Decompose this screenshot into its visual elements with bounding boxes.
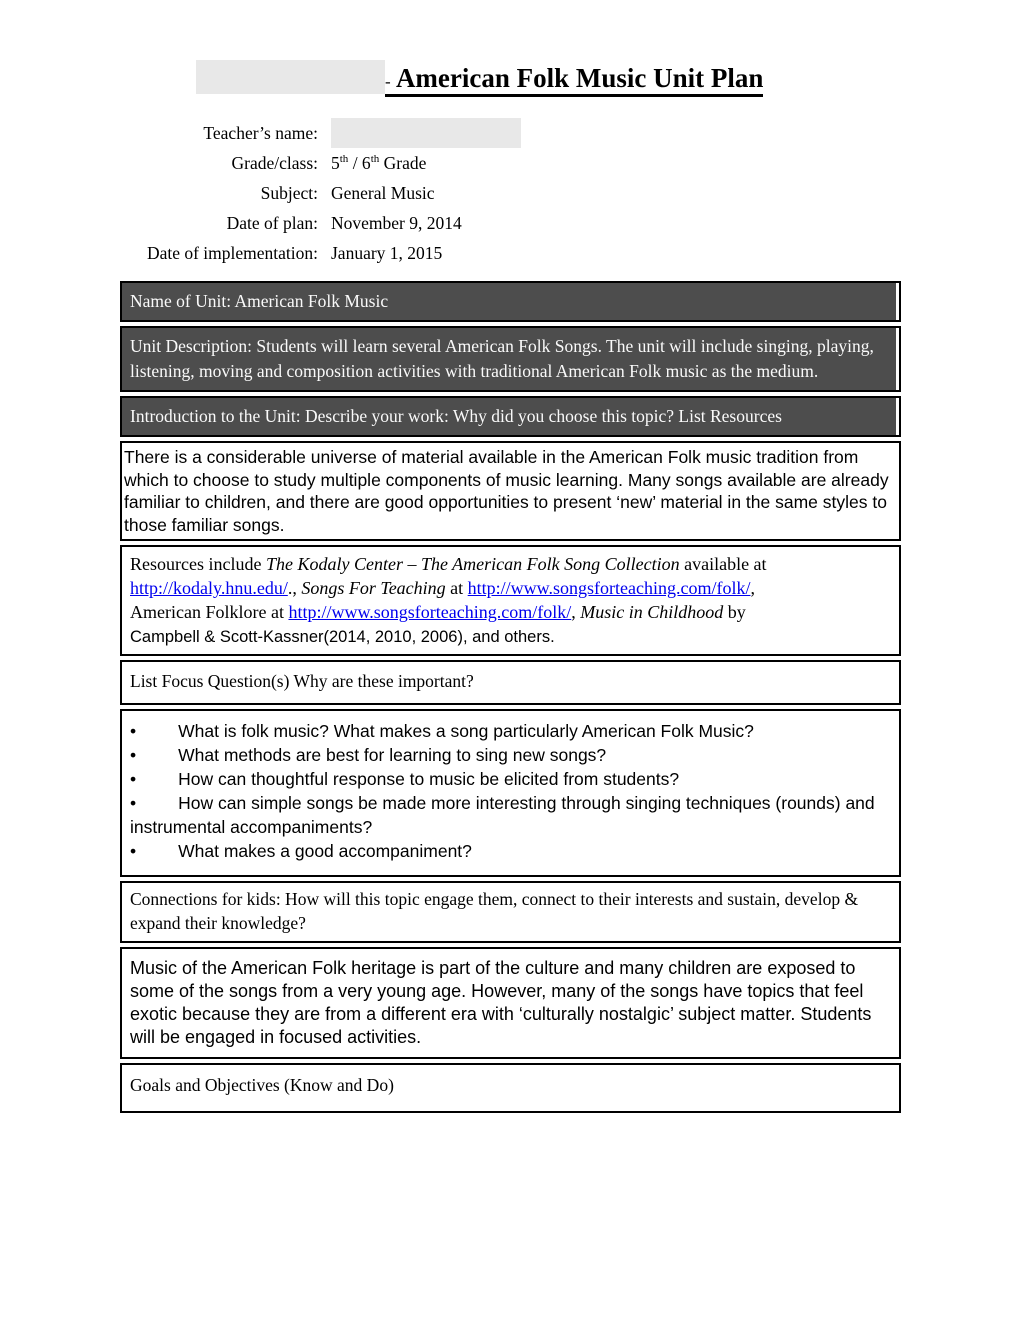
resource-text-segment: by [723, 602, 746, 622]
resource-text-segment: , [750, 578, 755, 598]
meta-row [120, 118, 901, 148]
meta-value [331, 153, 901, 174]
bullet-icon: • [130, 769, 137, 789]
meta-label: Grade/class: [231, 152, 318, 173]
section-unit-description [120, 326, 901, 392]
resource-text-segment: at [445, 578, 468, 598]
resource-text-segment: Resources include [130, 554, 266, 574]
plan-metadata [120, 118, 901, 268]
meta-value: November 9, 2014 [331, 212, 462, 233]
meta-value-segment: Grade [379, 152, 427, 173]
section-focus-questions-heading: List Focus Question(s) Why are these important? [120, 660, 901, 705]
section-connections-answer: Music of the American Folk heritage is part of the culture and many children are exposed to some of the songs from a very young age. However, many of the songs have topics that feel exotic because they are from a different era with ‘culturally nostalgic’ subject matter. Students will be engaged in focused activities. [120, 947, 901, 1059]
meta-label: Date of plan: [226, 212, 318, 233]
meta-value-segment: th [339, 152, 349, 165]
title-separator: - [385, 72, 391, 91]
section-connections-heading: Connections for kids: How will this topic engage them, connect to their interests and sustain, develop & expand their knowledge? [120, 881, 901, 943]
focus-question-text: What methods are best for learning to sing new songs? [178, 745, 607, 765]
resource-text-segment: available at [679, 554, 767, 574]
meta-row [120, 238, 901, 268]
meta-value-segment: / 6 [348, 152, 371, 173]
meta-row [120, 208, 901, 238]
page-title-text: American Folk Music Unit Plan [395, 63, 764, 93]
focus-question-text: How can thoughtful response to music be elicited from students? [178, 769, 680, 789]
section-name-of-unit-text: Name of Unit: American Folk Music [122, 283, 896, 320]
meta-value [331, 118, 901, 148]
focus-question-item [130, 719, 891, 743]
meta-value: General Music [331, 182, 435, 203]
focus-question-item [130, 767, 891, 791]
bullet-icon: • [130, 841, 137, 861]
meta-label: Teacher’s name: [203, 122, 318, 143]
section-resources [120, 545, 901, 656]
focus-question-item [130, 791, 891, 839]
teacher-name-redacted [331, 118, 521, 148]
meta-value: January 1, 2015 [331, 242, 443, 263]
bullet-icon: • [130, 793, 137, 813]
resource-text-segment: ., [287, 578, 302, 598]
title-block [120, 60, 901, 102]
resource-link[interactable]: http://kodaly.hnu.edu/ [130, 578, 288, 598]
meta-label: Subject: [260, 182, 318, 203]
meta-row [120, 178, 901, 208]
meta-label: Date of implementation: [146, 242, 318, 263]
resource-text-segment: , [571, 602, 581, 622]
resource-text-segment: Music in Childhood [580, 602, 724, 622]
focus-question-item [130, 839, 891, 863]
section-unit-description-text: Unit Description: Students will learn several American Folk Songs. The unit will include singing, playing, listening, moving and composition activities with traditional American Folk music as the medium. [122, 328, 896, 390]
resource-link[interactable]: http://www.songsforteaching.com/folk/ [467, 578, 751, 598]
resource-text-segment: The Kodaly Center – The American Folk Song Collection [265, 554, 680, 574]
page-title [385, 63, 763, 97]
bullet-icon: • [130, 745, 137, 765]
resource-text-segment: American Folklore at [130, 602, 289, 622]
meta-value-segment: th [370, 152, 380, 165]
meta-row [120, 148, 901, 178]
focus-question-text: How can simple songs be made more interesting through singing techniques (rounds) and instrumental accompaniments? [130, 793, 875, 837]
resource-link[interactable]: http://www.songsforteaching.com/folk/ [288, 602, 572, 622]
section-introduction-answer: There is a considerable universe of material available in the American Folk music tradition from which to choose to study multiple components of music learning. Many songs available are already familiar to children, and there are good opportunities to present ‘new’ material in the same styles to those familiar songs. [120, 441, 901, 541]
resource-text-segment: Campbell & Scott-Kassner(2014, 2010, 2006), and others. [130, 628, 555, 646]
section-focus-questions-list [120, 709, 901, 877]
section-introduction-heading [120, 396, 901, 437]
bullet-icon: • [130, 721, 137, 741]
unit-plan-table [120, 281, 901, 1113]
section-introduction-heading-text: Introduction to the Unit: Describe your work: Why did you choose this topic? List Resources [122, 398, 896, 435]
section-goals-heading: Goals and Objectives (Know and Do) [120, 1063, 901, 1113]
focus-question-text: What makes a good accompaniment? [178, 841, 472, 861]
section-name-of-unit [120, 281, 901, 322]
title-redaction-box [196, 60, 385, 94]
document-page [120, 0, 901, 1117]
focus-question-text: What is folk music? What makes a song particularly American Folk Music? [178, 721, 754, 741]
meta-value-segment: 5 [331, 152, 340, 173]
resource-text-segment: Songs For Teaching [301, 578, 446, 598]
focus-question-item [130, 743, 891, 767]
